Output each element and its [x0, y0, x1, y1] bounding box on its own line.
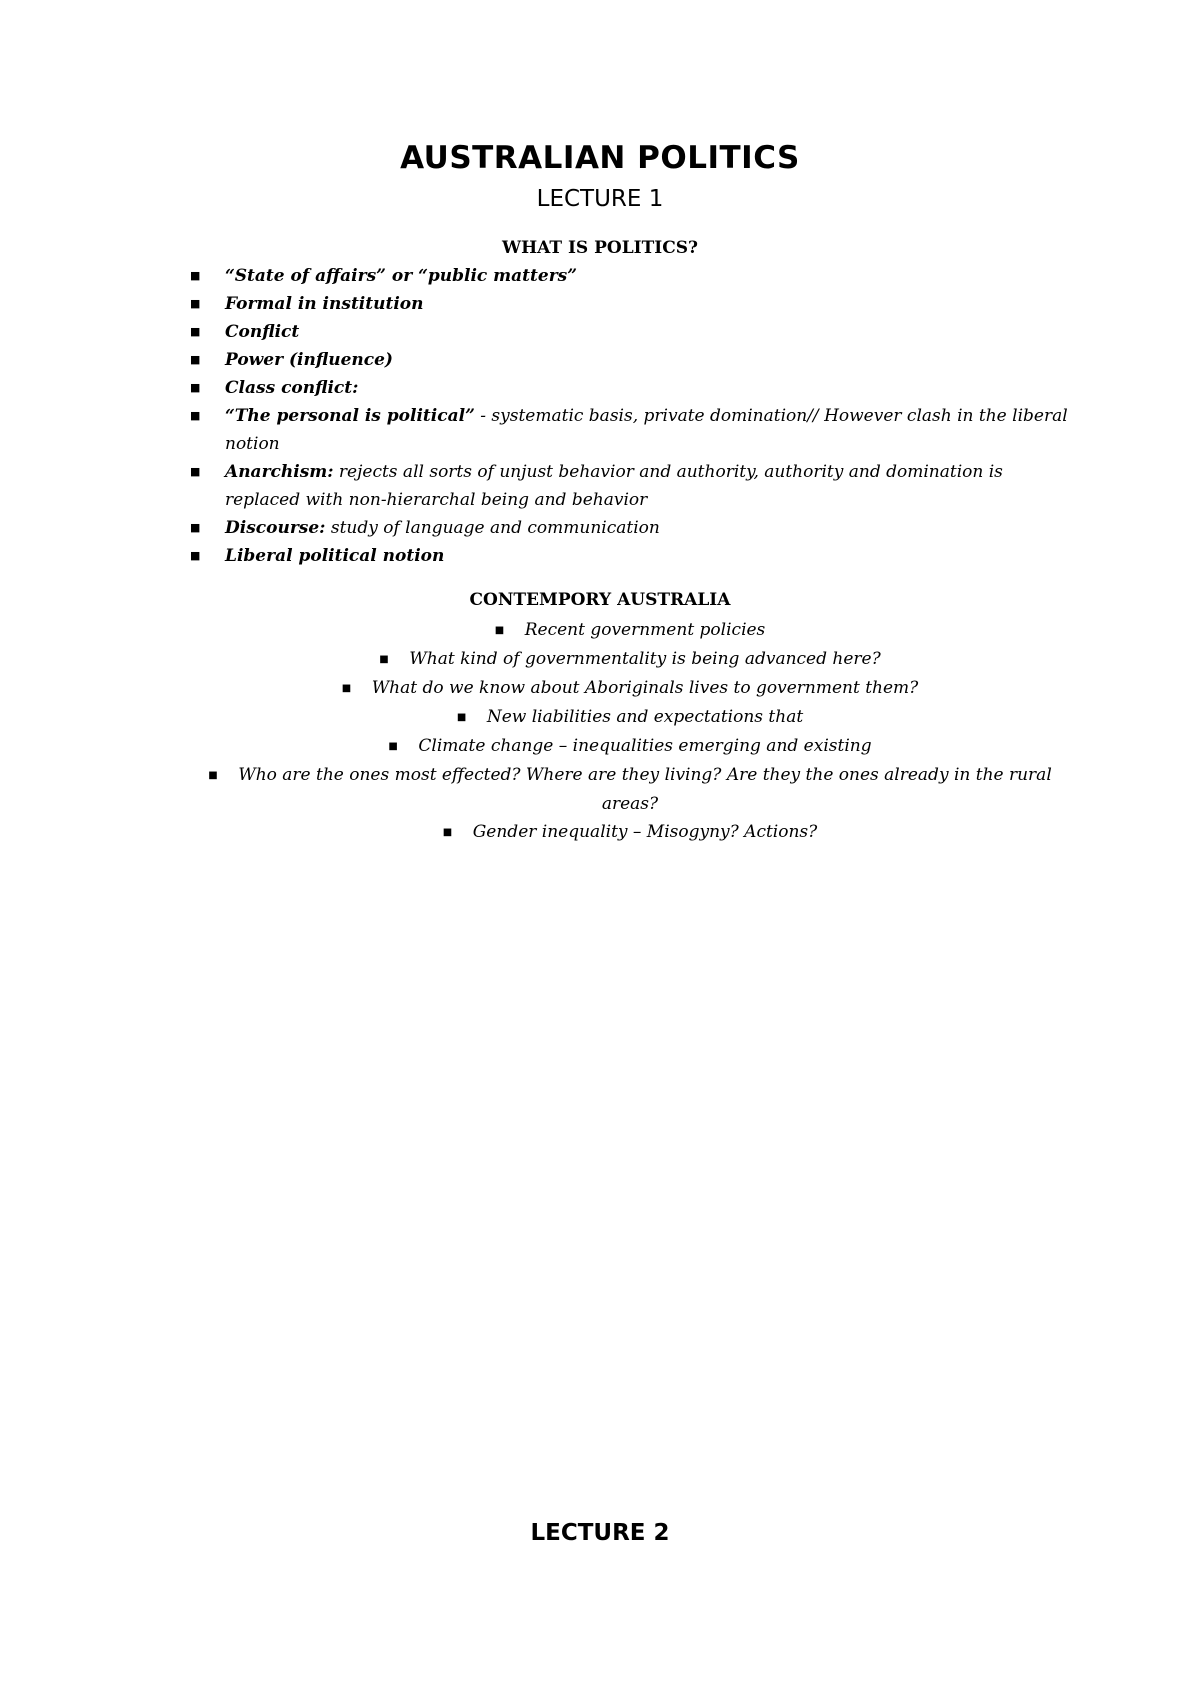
bullet-icon: ■ [456, 712, 467, 723]
list-item-text: Gender inequality – Misogyny? Actions? [472, 822, 818, 842]
list-item [190, 514, 1070, 542]
bullet-icon: ■ [190, 269, 201, 282]
list-item-term: “The personal is political” [225, 406, 475, 426]
list-item-term: Conflict [225, 322, 300, 342]
next-lecture-heading: LECTURE 2 [530, 1520, 670, 1546]
bullet-icon: ■ [190, 521, 201, 534]
list-item-term: Power (influence) [225, 350, 393, 370]
bullet-icon: ■ [442, 827, 453, 838]
bullet-icon: ■ [190, 549, 201, 562]
list-item [190, 703, 1070, 732]
bullet-icon: ■ [190, 409, 201, 422]
list-item [190, 346, 1070, 374]
list-item-text: rejects all sorts of unjust behavior and authority, authority and domination is replaced with non-hierarchal being and behavior [225, 462, 1003, 510]
list-item-text: Climate change – inequalities emerging and existing [418, 736, 872, 756]
list-item [190, 645, 1070, 674]
list-item [190, 290, 1070, 318]
bullet-icon: ■ [190, 353, 201, 366]
list-item-text: What kind of governmentality is being advanced here? [409, 649, 881, 669]
list-item [190, 616, 1070, 645]
list-item-text: study of language and communication [325, 518, 660, 538]
section-heading-what-is-politics: WHAT IS POLITICS? [502, 238, 698, 258]
bullet-icon: ■ [208, 770, 218, 781]
lecture-subtitle: LECTURE 1 [536, 186, 664, 212]
bullet-icon: ■ [379, 654, 389, 665]
list-item [190, 732, 1070, 761]
list-item [190, 674, 1070, 703]
list-item [190, 402, 1070, 458]
list-item-text: - systematic basis, private domination// However clash in the liberal notion [225, 406, 1068, 454]
list-item-text: New liabilities and expectations that [486, 707, 804, 727]
list-item-term: Anarchism: [225, 462, 334, 482]
list-item-text: Recent government policies [524, 620, 766, 640]
bullet-icon: ■ [341, 683, 352, 694]
list-item-text: Who are the ones most effected? Where are they living? Are they the ones already in the rural areas? [238, 765, 1052, 814]
bullet-icon: ■ [494, 625, 505, 636]
bullet-icon: ■ [190, 325, 201, 338]
list-item [190, 458, 1070, 514]
bullet-icon: ■ [388, 741, 398, 752]
list-item-term: Formal in institution [225, 294, 424, 314]
list-item-term: Class conflict: [225, 378, 359, 398]
list-item-text: What do we know about Aboriginals lives to government them? [371, 678, 919, 698]
document-title: AUSTRALIAN POLITICS [400, 140, 800, 176]
list-item [190, 262, 1070, 290]
bullet-icon: ■ [190, 381, 201, 394]
list-item [190, 818, 1070, 847]
list-item [190, 761, 1070, 818]
list-item [190, 318, 1070, 346]
bullet-icon: ■ [190, 297, 201, 310]
list-item-term: “State of affairs” or “public matters” [225, 266, 577, 286]
list-item [190, 374, 1070, 402]
section-heading-contemporary-australia: CONTEMPORY AUSTRALIA [469, 590, 731, 610]
contemporary-australia-list [190, 616, 1070, 847]
list-item-term: Discourse: [225, 518, 326, 538]
what-is-politics-list [190, 262, 1070, 570]
list-item-term: Liberal political notion [225, 546, 445, 566]
bullet-icon: ■ [190, 465, 201, 478]
list-item [190, 542, 1070, 570]
